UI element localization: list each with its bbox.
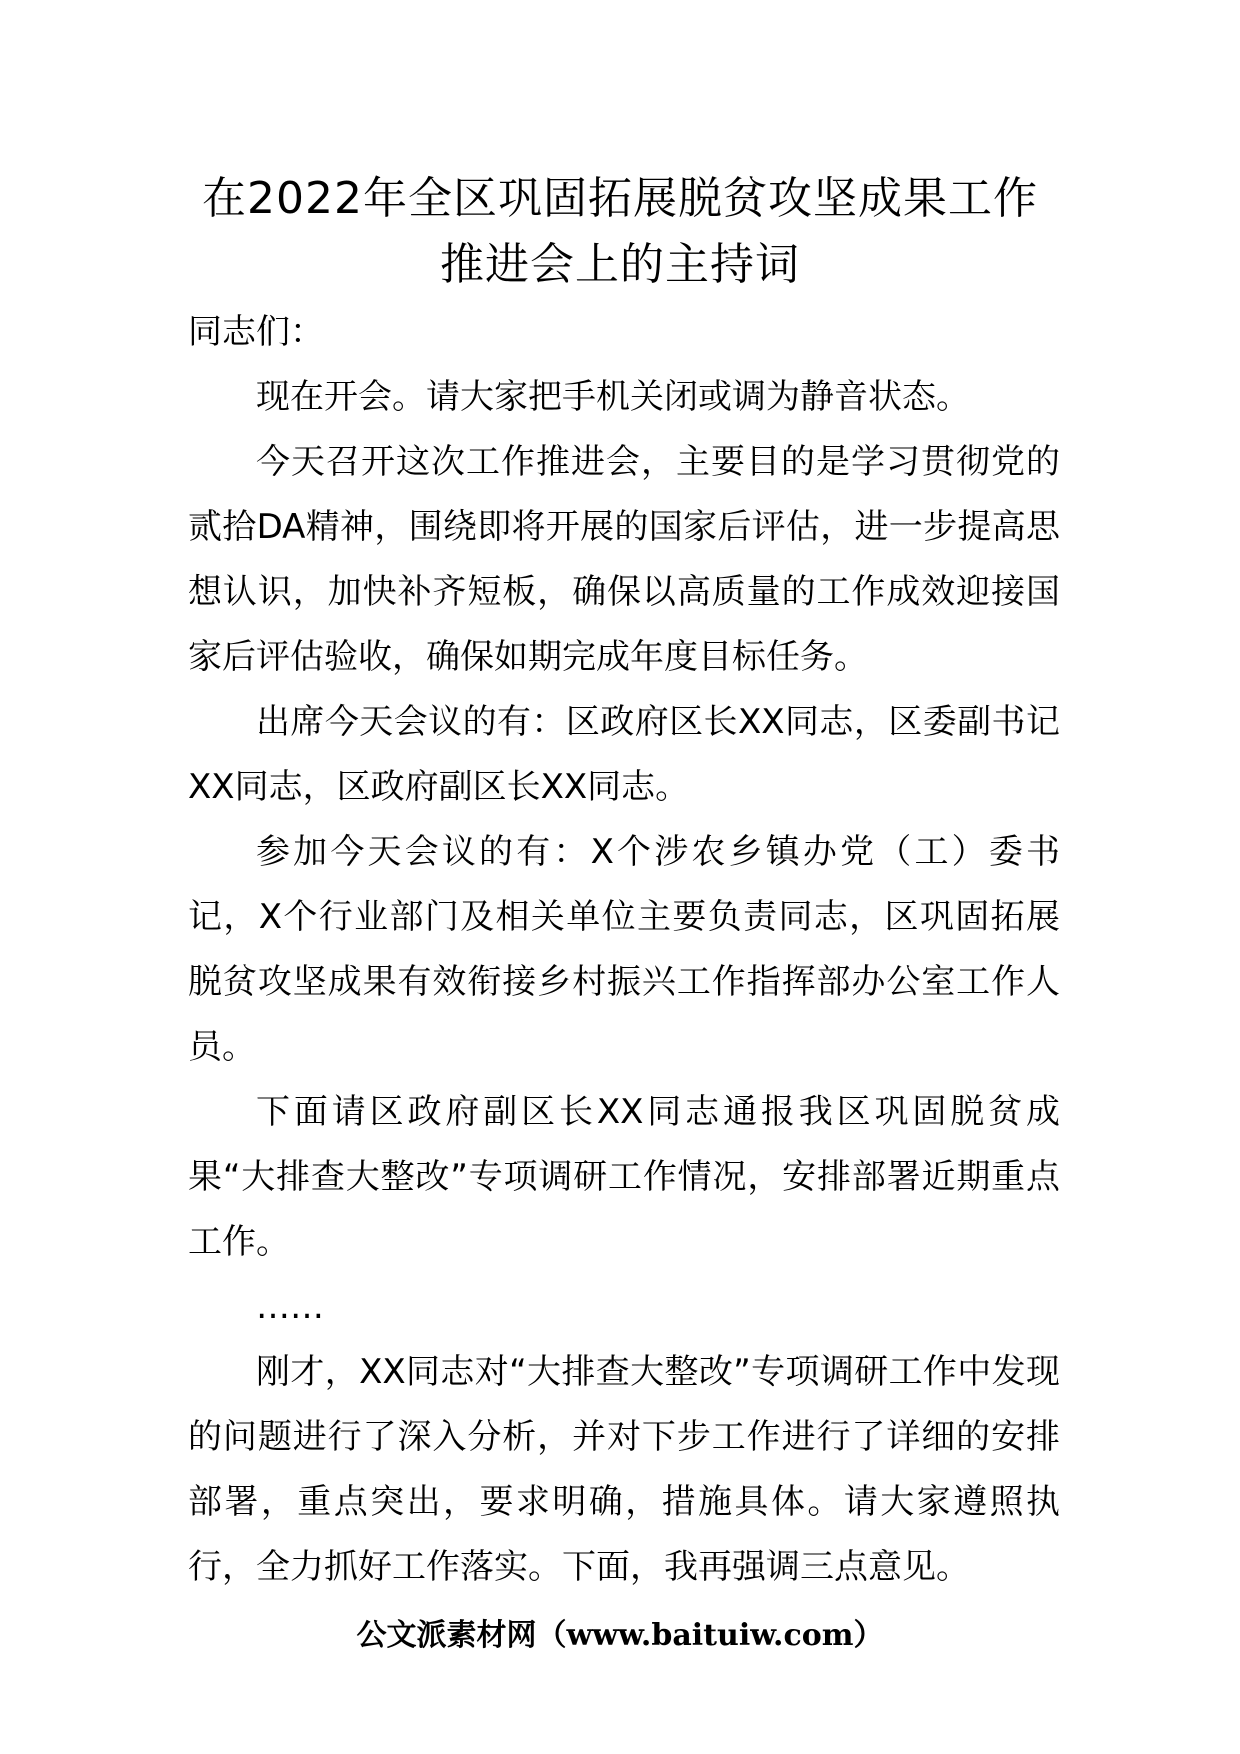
paragraph-attendees-present: 出席今天会议的有：区政府区长XX同志，区委副书记XX同志，区政府副区长XX同志。 [188, 702, 1060, 807]
title-line-2: 推进会上的主持词 [440, 239, 800, 290]
document-title [150, 166, 1090, 298]
paragraph-ellipsis: …… [256, 1287, 324, 1327]
document-body [188, 300, 1060, 1600]
salutation: 同志们： [188, 312, 324, 352]
paragraph-report-invitation: 下面请区政府副区长XX同志通报我区巩固脱贫成果“大排查大整改”专项调研工作情况，安排部署近期重点工作。 [188, 1092, 1060, 1262]
paragraph-summary: 刚才，XX同志对“大排查大整改”专项调研工作中发现的问题进行了深入分析，并对下步工作进行了详细的安排部署，重点突出，要求明确，措施具体。请大家遵照执行，全力抓好工作落实。下面，我再强调三点意见。 [188, 1352, 1060, 1587]
paragraph-attendees-participating: 参加今天会议的有：X个涉农乡镇办党（工）委书记，X个行业部门及相关单位主要负责同志，区巩固拓展脱贫攻坚成果有效衔接乡村振兴工作指挥部办公室工作人员。 [188, 832, 1060, 1067]
paragraph-purpose: 今天召开这次工作推进会，主要目的是学习贯彻党的贰拾DA精神，围绕即将开展的国家后评估，进一步提高思想认识，加快补齐短板，确保以高质量的工作成效迎接国家后评估验收，确保如期完成年度目标任务。 [188, 442, 1060, 677]
footer-watermark: 公文派素材网（www.baituiw.com） [356, 1618, 884, 1653]
title-line-1: 在2022年全区巩固拓展脱贫攻坚成果工作 [202, 173, 1038, 224]
paragraph-opening: 现在开会。请大家把手机关闭或调为静音状态。 [256, 377, 970, 417]
